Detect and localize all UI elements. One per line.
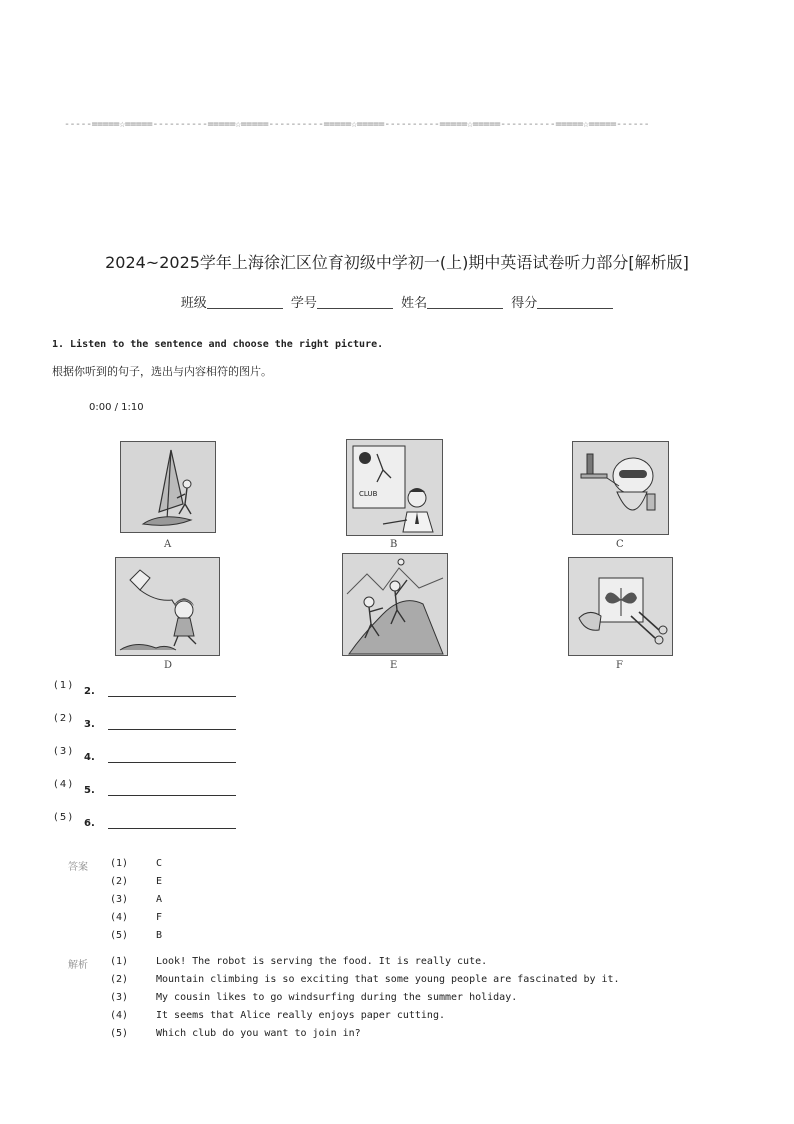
analysis-text: Look! The robot is serving the food. It is really cute.: [156, 956, 488, 967]
name-blank[interactable]: [427, 294, 503, 309]
girl-kite-picture: [115, 557, 220, 656]
student-info-row: [0, 292, 794, 311]
answer-key-value: C: [156, 858, 163, 869]
robot-serving-picture: [572, 441, 669, 535]
blank-number: 4.: [84, 752, 95, 763]
mountain-climbing-picture: [342, 553, 448, 656]
analysis-paren: (3): [110, 992, 129, 1003]
blank-number: 3.: [84, 719, 95, 730]
answer-blank[interactable]: [108, 762, 236, 763]
analysis-row: [110, 956, 487, 967]
student-no-label: 学号: [290, 296, 317, 311]
answer-blank[interactable]: [108, 696, 236, 697]
club-picture: [346, 439, 443, 536]
class-label: 班级: [180, 296, 207, 311]
answer-key-value: E: [156, 876, 163, 887]
analysis-text: Which club do you want to join in?: [156, 1028, 361, 1039]
answer-key-paren: (5): [110, 930, 129, 941]
answer-key-paren: (3): [110, 894, 129, 905]
analysis-text: Mountain climbing is so exciting that some young people are fascinated by it.: [156, 974, 620, 985]
answer-key-paren: (1): [110, 858, 129, 869]
answer-key-row: [110, 930, 162, 941]
answer-key-value: F: [156, 912, 163, 923]
question-heading: 1. Listen to the sentence and choose the right picture.: [52, 339, 384, 350]
score-blank[interactable]: [537, 294, 613, 309]
answer-key-value: A: [156, 894, 163, 905]
analysis-paren: (5): [110, 1028, 129, 1039]
name-label: 姓名: [401, 296, 428, 311]
picture-label-e: E: [390, 660, 398, 671]
blank-number: 6.: [84, 818, 95, 829]
header-divider: -----=====☆=====----------=====☆=====----------=====☆=====----------=====☆=====----------=====☆=====------: [64, 119, 650, 130]
answers-label: 答案: [68, 862, 88, 873]
blank-number: 2.: [84, 686, 95, 697]
answer-key-value: B: [156, 930, 163, 941]
blank-number: 5.: [84, 785, 95, 796]
analysis-row: [110, 1028, 361, 1039]
blank-paren: (3): [54, 746, 75, 757]
analysis-paren: (2): [110, 974, 129, 985]
answer-blank[interactable]: [108, 795, 236, 796]
answer-blank[interactable]: [108, 729, 236, 730]
analysis-label: 解析: [68, 960, 88, 971]
analysis-row: [110, 992, 517, 1003]
answer-key-row: [110, 894, 162, 905]
analysis-paren: (1): [110, 956, 129, 967]
picture-label-d: D: [164, 660, 173, 671]
blank-paren: (4): [54, 779, 75, 790]
answer-key-row: [110, 858, 162, 869]
blank-paren: (2): [54, 713, 75, 724]
blank-paren: (1): [54, 680, 75, 691]
blank-paren: (5): [54, 812, 75, 823]
answer-blank[interactable]: [108, 828, 236, 829]
svg-text:CLUB: CLUB: [359, 490, 378, 498]
analysis-row: [110, 1010, 445, 1021]
picture-label-f: F: [616, 660, 623, 671]
score-label: 得分: [511, 296, 538, 311]
analysis-text: It seems that Alice really enjoys paper cutting.: [156, 1010, 445, 1021]
analysis-paren: (4): [110, 1010, 129, 1021]
answer-key-row: [110, 876, 162, 887]
analysis-row: [110, 974, 620, 985]
analysis-text: My cousin likes to go windsurfing during the summer holiday.: [156, 992, 518, 1003]
paper-cutting-picture: [568, 557, 673, 656]
audio-time[interactable]: 0:00 / 1:10: [89, 402, 144, 413]
picture-label-a: A: [164, 539, 172, 550]
picture-label-c: C: [616, 539, 624, 550]
windsurfing-picture: [120, 441, 216, 533]
answer-key-paren: (4): [110, 912, 129, 923]
class-blank[interactable]: [207, 294, 283, 309]
picture-label-b: B: [390, 539, 398, 550]
page-title: 2024~2025学年上海徐汇区位育初级中学初一(上)期中英语试卷听力部分[解析版]: [105, 253, 689, 272]
answer-key-paren: (2): [110, 876, 129, 887]
question-instruction: 根据你听到的句子，选出与内容相符的图片。: [52, 365, 272, 378]
answer-key-row: [110, 912, 162, 923]
student-no-blank[interactable]: [317, 294, 393, 309]
